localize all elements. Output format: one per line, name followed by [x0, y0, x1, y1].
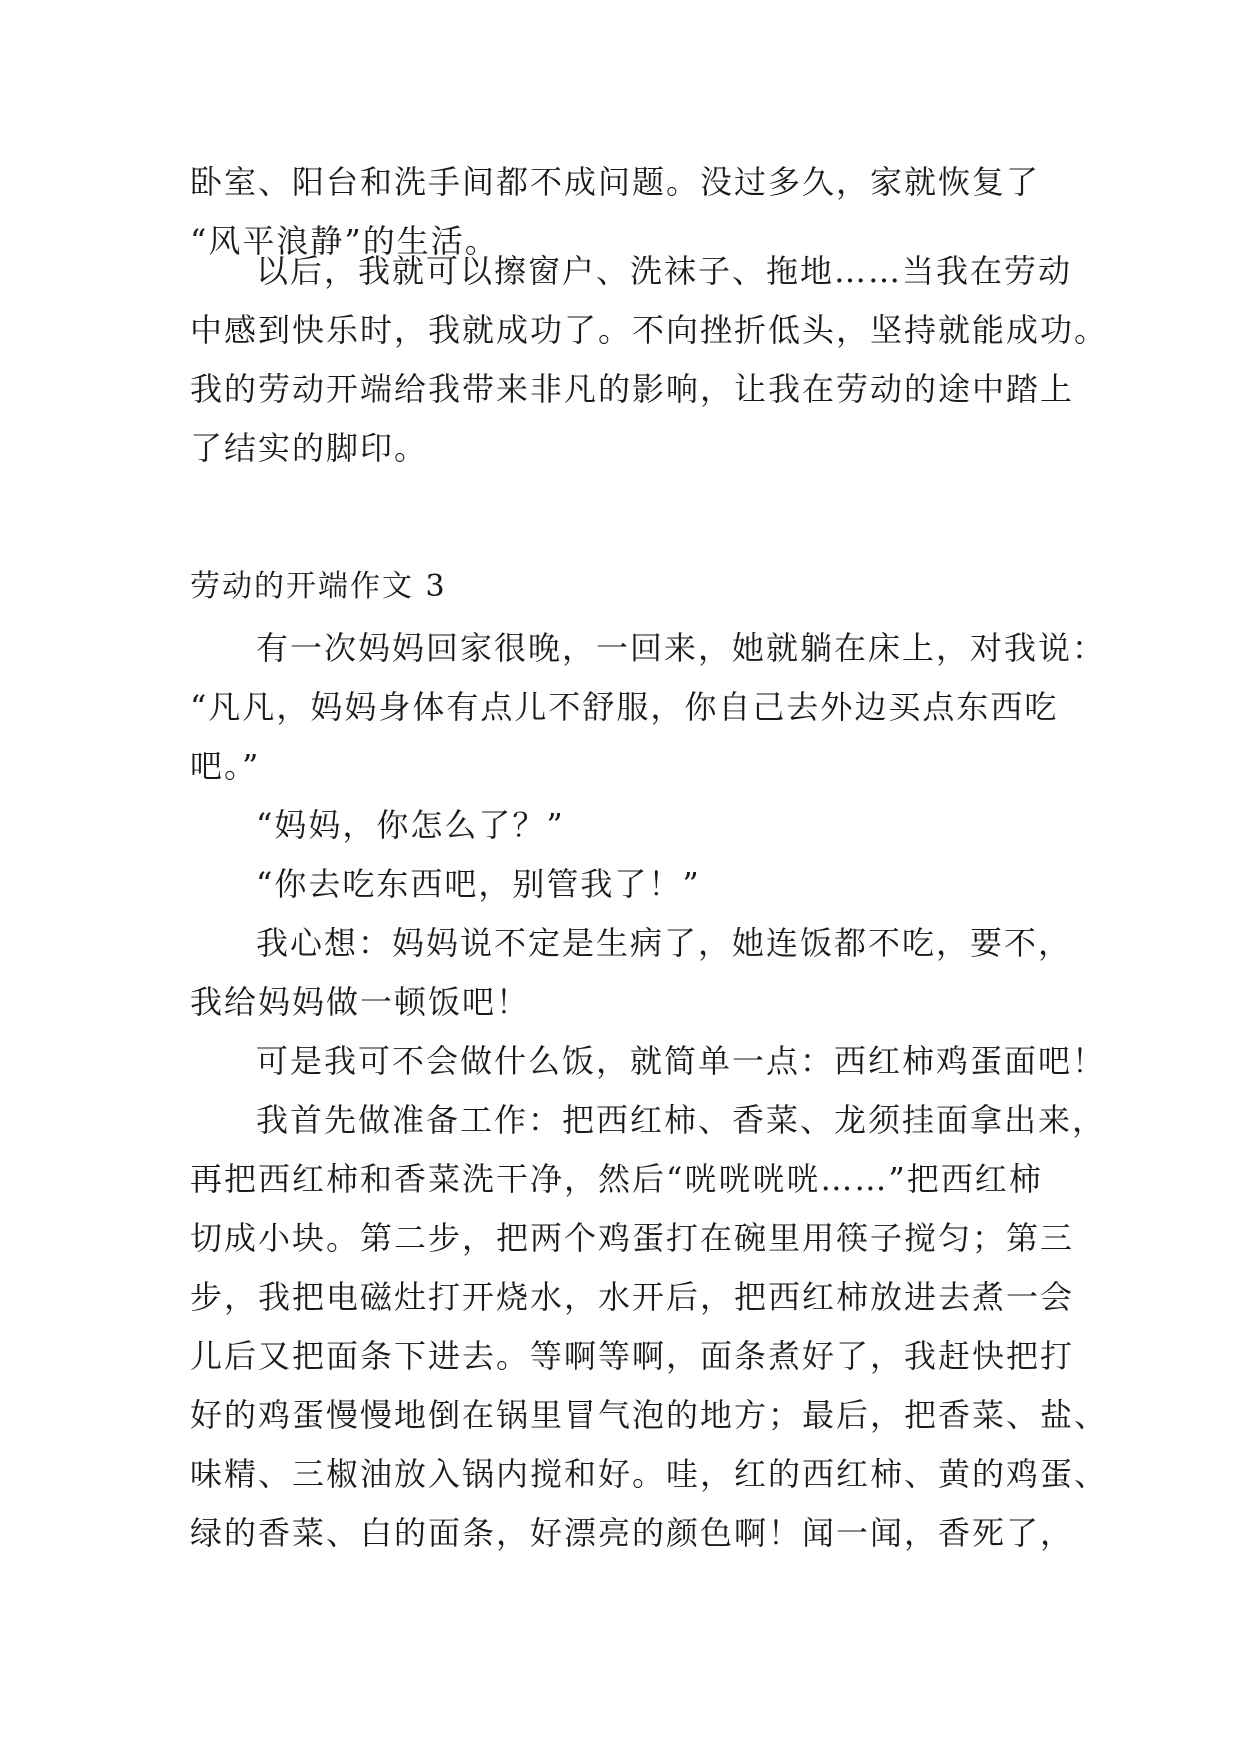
text-line: 卧室、阳台和洗手间都不成问题。没过多久，家就恢复了: [190, 163, 1041, 201]
text-line: “你去吃东西吧，别管我了！”: [256, 865, 701, 903]
text-line: 步，我把电磁灶打开烧水，水开后，把西红柿放进去煮一会: [190, 1278, 1075, 1316]
text-line: 吧。”: [190, 747, 261, 785]
paragraph-cooking: [190, 1091, 1109, 1563]
paragraph-decision: [190, 1032, 1107, 1091]
text-line: 有一次妈妈回家很晚，一回来，她就躺在床上，对我说：: [256, 629, 1107, 667]
text-line: 绿的香菜、白的面条，好漂亮的颜色啊！闻一闻，香死了，: [190, 1514, 1075, 1552]
paragraph-opening: [190, 619, 1107, 796]
text-line: 儿后又把面条下进去。等啊等啊，面条煮好了，我赶快把打: [190, 1337, 1075, 1375]
text-line: 中感到快乐时，我就成功了。不向挫折低头，坚持就能成功。: [190, 311, 1109, 349]
dialogue-line-1: [190, 796, 1070, 855]
text-line: 我给妈妈做一顿饭吧！: [190, 983, 531, 1021]
text-line: 好的鸡蛋慢慢地倒在锅里冒气泡的地方；最后，把香菜、盐、: [190, 1396, 1109, 1434]
dialogue-line-2: [190, 855, 1070, 914]
paragraph-thought: [190, 914, 1073, 1032]
section-heading-text: 劳动的开端作文 3: [190, 569, 447, 604]
section-heading: [190, 557, 1070, 616]
text-line: “妈妈，你怎么了？”: [256, 806, 565, 844]
text-line: 我心想：妈妈说不定是生病了，她连饭都不吃，要不，: [256, 924, 1073, 962]
text-line: 切成小块。第二步，把两个鸡蛋打在碗里用筷子搅匀；第三: [190, 1219, 1075, 1257]
text-line: 我首先做准备工作：把西红柿、香菜、龙须挂面拿出来，: [256, 1101, 1107, 1139]
text-line: 可是我可不会做什么饭，就简单一点：西红柿鸡蛋面吧！: [256, 1042, 1107, 1080]
text-line: “风平浪静”的生活。: [190, 222, 499, 260]
text-line: 味精、三椒油放入锅内搅和好。哇，红的西红柿、黄的鸡蛋、: [190, 1455, 1109, 1493]
text-line: “凡凡，妈妈身体有点儿不舒服，你自己去外边买点东西吃: [190, 688, 1059, 726]
paragraph-conclusion: [190, 242, 1109, 478]
text-line: 我的劳动开端给我带来非凡的影响，让我在劳动的途中踏上: [190, 370, 1075, 408]
text-line: 了结实的脚印。: [190, 429, 429, 467]
text-line: 以后，我就可以擦窗户、洗袜子、拖地……当我在劳动: [256, 252, 1073, 290]
text-line: 再把西红柿和香菜洗干净，然后“咣咣咣咣……”把西红柿: [190, 1160, 1043, 1198]
